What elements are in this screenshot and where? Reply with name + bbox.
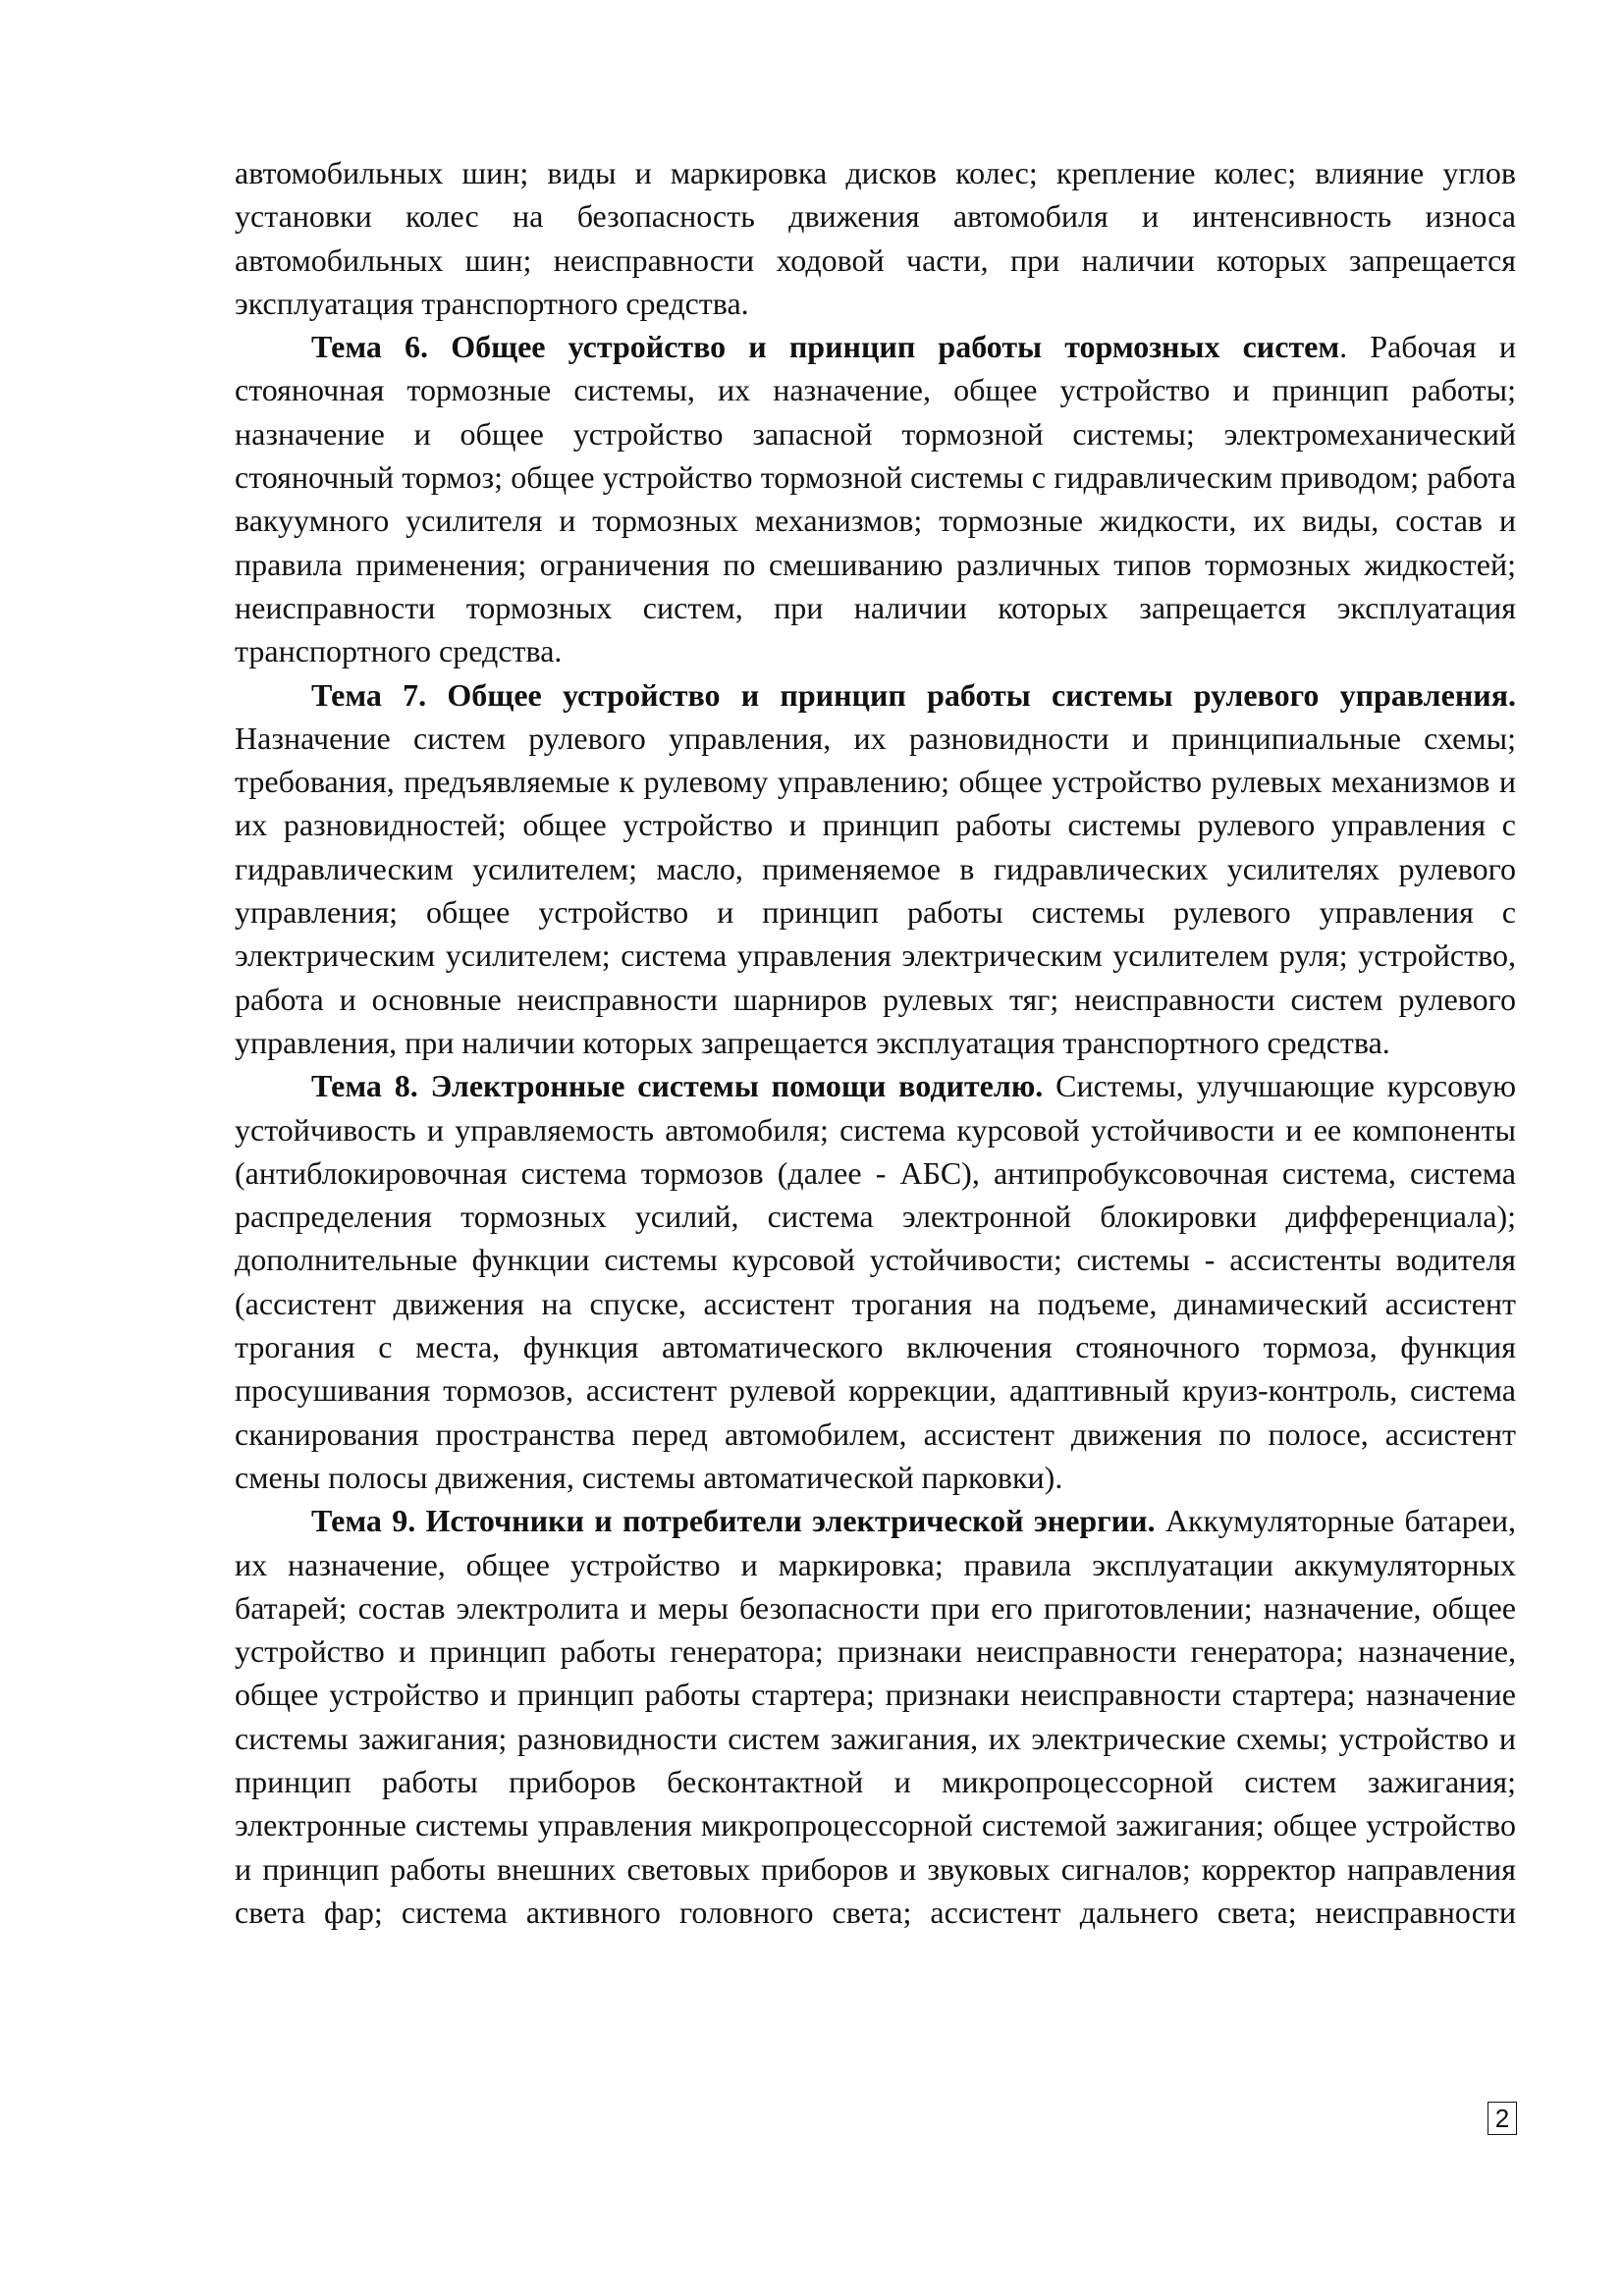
paragraph-topic-7 <box>235 673 1516 1065</box>
paragraph-continuation <box>235 151 1516 325</box>
topic-prefix: Тема 7. <box>311 676 427 713</box>
topic-prefix: Тема 8. <box>311 1068 418 1104</box>
paragraph-topic-9 <box>235 1499 1516 1934</box>
paragraph-topic-6 <box>235 325 1516 672</box>
paragraph-body: Аккумуляторные батареи, их назначение, общее устройство и маркировка; правила эксплуатации аккумуляторных батарей; состав электролита и меры безопасности при его приготовлении; назначение, общее устройство и принцип работы генератора; признаки неисправности генератора; назначение, общее устройство и принцип работы стартера; признаки неисправности стартера; назначение системы зажигания; разновидности систем зажигания, их электрические схемы; устройство и принцип работы приборов бесконтактной и микропроцессорной систем зажигания; электронные системы управления микропроцессорной системой зажигания; общее устройство и принцип работы внешних световых приборов и звуковых сигналов; корректор направления света фар; система активного головного света; ассистент дальнего света; неисправности <box>235 1503 1517 1930</box>
topic-heading: Общее устройство и принцип работы системы рулевого управления. <box>447 676 1517 713</box>
topic-heading: Источники и потребители электрической энергии. <box>425 1503 1156 1539</box>
topic-prefix: Тема 9. <box>311 1503 416 1539</box>
paragraph-body: автомобильных шин; виды и маркировка дисков колес; крепление колес; влияние углов установки колес на безопасность движения автомобиля и интенсивность износа автомобильных шин; неисправности ходовой части, при наличии которых запрещается эксплуатация транспортного средства. <box>235 155 1516 321</box>
topic-heading: Общее устройство и принцип работы тормозных систем <box>451 329 1340 365</box>
paragraph-topic-8 <box>235 1064 1516 1499</box>
topic-prefix: Тема 6. <box>311 329 429 365</box>
document-page <box>235 151 1516 1934</box>
paragraph-body: . Рабочая и стояночная тормозные системы, их назначение, общее устройство и принцип работы; назначение и общее устройство запасной тормозной системы; электромеханический стояночный тормоз; общее устройство тормозной системы с гидравлическим приводом; работа вакуумного усилителя и тормозных механизмов; тормозные жидкости, их виды, состав и правила применения; ограничения по смешиванию различных типов тормозных жидкостей; неисправности тормозных систем, при наличии которых запрещается эксплуатация транспортного средства. <box>235 329 1517 669</box>
topic-heading: Электронные системы помощи водителю. <box>430 1068 1044 1104</box>
page-number: 2 <box>1488 2102 1517 2135</box>
paragraph-body: Системы, улучшающие курсовую устойчивость и управляемость автомобиля; система курсовой устойчивости и ее компоненты (антиблокировочная система тормозов (далее - АБС), антипробуксовочная система, система распределения тормозных усилий, система электронной блокировки дифференциала); дополнительные функции системы курсовой устойчивости; системы - ассистенты водителя (ассистент движения на спуске, ассистент трогания на подъеме, динамический ассистент трогания с места, функция автоматического включения стояночного тормоза, функция просушивания тормозов, ассистент рулевой коррекции, адаптивный круиз-контроль, система сканирования пространства перед автомобилем, ассистент движения по полосе, ассистент смены полосы движения, системы автоматической парковки). <box>235 1068 1516 1495</box>
paragraph-body: Назначение систем рулевого управления, их разновидности и принципиальные схемы; требования, предъявляемые к рулевому управлению; общее устройство рулевых механизмов и их разновидностей; общее устройство и принцип работы системы рулевого управления с гидравлическим усилителем; масло, применяемое в гидравлических усилителях рулевого управления; общее устройство и принцип работы системы рулевого управления с электрическим усилителем; система управления электрическим усилителем руля; устройство, работа и основные неисправности шарниров рулевых тяг; неисправности систем рулевого управления, при наличии которых запрещается эксплуатация транспортного средства. <box>235 720 1516 1060</box>
